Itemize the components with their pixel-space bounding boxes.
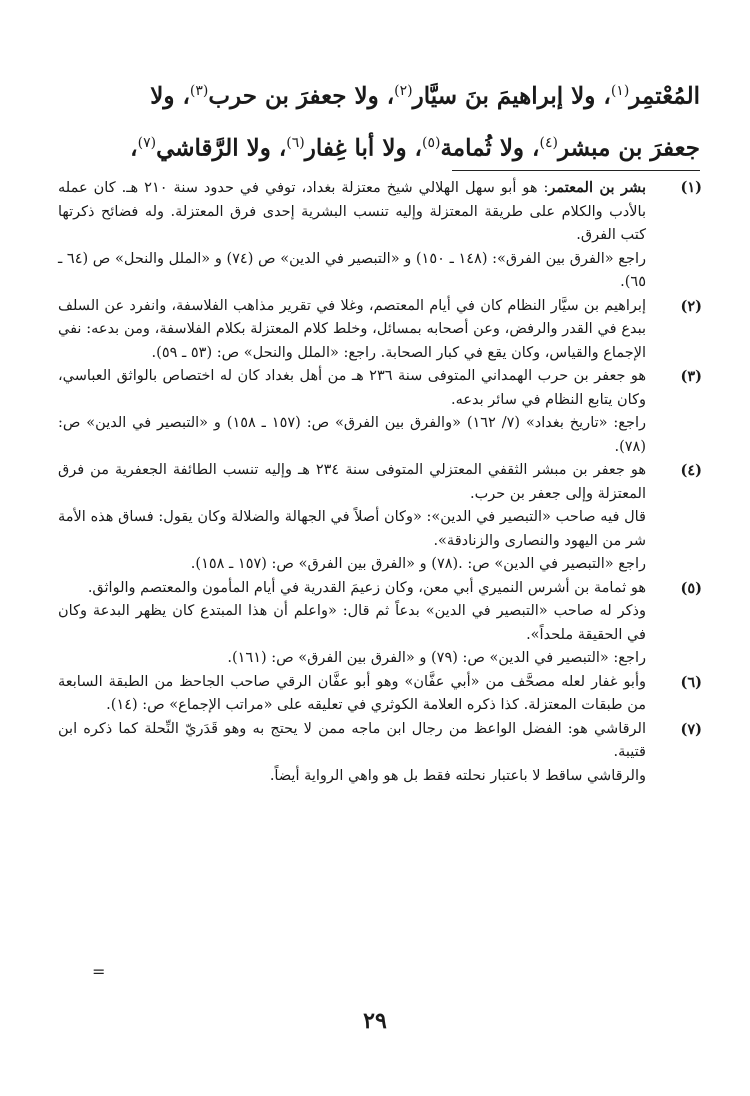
footnote-number: (٢) (680, 297, 702, 315)
footnote (58, 671, 702, 718)
footnote-line (58, 412, 646, 459)
footnote-number: (٦) (680, 673, 702, 691)
footnote-text: والرقاشي ساقط لا باعتبار نحلته فقط بل هو واهي الرواية أيضاً. (269, 767, 646, 784)
footnote-number: (٤) (680, 462, 702, 479)
footnote-text: راجع «التبصير في الدين» ص: .(٧٨) و «الفرق بين الفرق» ص: (١٥٧ ـ ١٥٨). (190, 556, 646, 572)
footnote-ref: (٢) (394, 83, 413, 99)
footnote (58, 295, 702, 366)
footnote-line (58, 671, 646, 718)
main-line-2 (60, 120, 700, 172)
footnote-text: وذكر له صاحب «التبصير في الدين» بدعاً ثم قال: «واعلم أن هذا المبتدع كان يظهر البدعة وكان في الحقيقة ملحداً». (58, 603, 646, 643)
footnote-ref: (١) (610, 83, 630, 99)
text-run: جعفرَ بن مبشر (557, 134, 700, 162)
footnote (58, 365, 702, 459)
main-line-1 (60, 68, 700, 120)
footnote-text: هو جعفر بن مبشر الثقفي المعتزلي المتوفى سنة ٢٣٤ هـ وإليه تنسب الطائفة الجعفرية من فرق المعتزلة وإلى جعفر بن حرب. (58, 462, 647, 502)
footnote-line (58, 295, 646, 366)
footnote-text: راجع: «التبصير في الدين» ص: (٧٩) و «الفرق بين الفرق» ص: (١٦١). (227, 650, 646, 666)
footnote-line (58, 600, 646, 647)
page-number: ٢٩ (363, 1008, 387, 1034)
continuation-mark: = (92, 962, 106, 981)
footnotes (58, 176, 702, 788)
footnote (58, 718, 702, 789)
footnote-text: راجع «الفرق بين الفرق»: (١٤٨ ـ ١٥٠) و «التبصير في الدين» ص (٧٤) و «الملل والنحل» ص (٦٤ ـ ٦٥). (58, 250, 646, 290)
footnote-line (58, 553, 646, 577)
footnote-ref: (٦) (286, 134, 305, 151)
footnote-ref: (٣) (189, 83, 209, 99)
footnote-line (58, 577, 646, 601)
footnote-text: إبراهيم بن سيَّار النظام كان في أيام المعتصم، وغلا في تقرير مذاهب الفلاسفة، وانفرد عن السلف ببدع في القدر والرفض، وعن أصحابه بمسائل، وخلط كلام المعتزلة بكلام الفلاسفة، ومن بدعه: نفي الإجماع والقياس، وكان يقع في كبار الصحابة. راجع: «الملل والنحل» ص: (٥٣ ـ ٥٩). (58, 297, 646, 361)
footnote-number: (٣) (680, 368, 702, 385)
text-run: ، ولا إبراهيمَ بنَ سيَّار (412, 82, 611, 110)
footnote-text: وأبو غفار لعله مصحَّف من «أبي عفَّان» وهو أبو عفَّان الرقي صاحب الجاحظ من الطبقة السابعة من طبقات المعتزلة. كذا ذكره العلامة الكوثري في تعليقه على «مراتب الإجماع» ص: (١٤). (58, 673, 646, 713)
footnote-text: : هو أبو سهل الهلالي شيخ معتزلة بغداد، توفي في حدود سنة ٢١٠ هـ. كان عمله بالأدب والكلام على طريقة المعتزلة وإليه تنسب البشرية إحدى فرق المعتزلة. وله فضائح ذكرتها كتب الفرق. (58, 180, 646, 243)
main-text (60, 68, 700, 171)
footnote (58, 459, 702, 577)
footnote-line (58, 176, 646, 248)
text-run: ، (130, 134, 138, 162)
footnote-line (58, 718, 646, 765)
footnote-line (58, 248, 646, 295)
footnote-ref: (٧) (137, 134, 157, 151)
text-run: المُعْتمِر (629, 82, 700, 110)
footnote-ref: (٤) (539, 134, 558, 151)
footnote-number: (٥) (680, 579, 702, 597)
footnote (58, 577, 702, 671)
footnote-line (58, 365, 646, 412)
footnote-text: الرقاشي هو: الفضل الواعظ من رجال ابن ماجه ممن لا يحتج به وهو قَدَريّ النِّحلة كما ذكره ابن قتيبة. (58, 720, 646, 760)
footnote-text: هو ثمامة بن أشرس النميري أبي معن، وكان زعيمَ القدرية في أيام المأمون والمعتصم والواثق. (87, 579, 646, 596)
footnote-line (58, 647, 646, 671)
footnote-ref: (٥) (421, 134, 441, 151)
text-run: ، ولا (150, 82, 190, 110)
text-run: ، ولا ثُمامة (440, 134, 540, 162)
footnote-text: راجع: «تاريخ بغداد» (٧/ ١٦٢) «والفرق بين الفرق» ص: (١٥٧ ـ ١٥٨) و «التبصير في الدين» ص: (٧٨). (58, 415, 646, 455)
text-run: ، ولا أبا غِفار (304, 134, 422, 162)
footnote-divider (452, 170, 700, 171)
footnote-line (58, 506, 646, 553)
footnote-number: (١) (680, 179, 702, 196)
footnote-line (58, 765, 646, 789)
text-run: ، ولا الرَّقاشي (156, 134, 287, 162)
footnote-text: قال فيه صاحب «التبصير في الدين»: «وكان أصلاً في الجهالة والضلالة وكان يقول: فساق هذه الأمة شر من اليهود والنصارى والزنادقة». (58, 509, 646, 549)
text-run: ، ولا جعفرَ بن حرب (208, 82, 395, 110)
footnote-number: (٧) (680, 720, 702, 738)
footnote-name: بشر بن المعتمر (548, 179, 646, 196)
footnote (58, 176, 702, 295)
footnote-line (58, 459, 646, 506)
footnote-text: هو جعفر بن حرب الهمداني المتوفى سنة ٢٣٦ هـ من أهل بغداد كان له اختصاص بالواثق العباسي، وكان يتابع النظام في سائر بدعه. (58, 368, 647, 408)
